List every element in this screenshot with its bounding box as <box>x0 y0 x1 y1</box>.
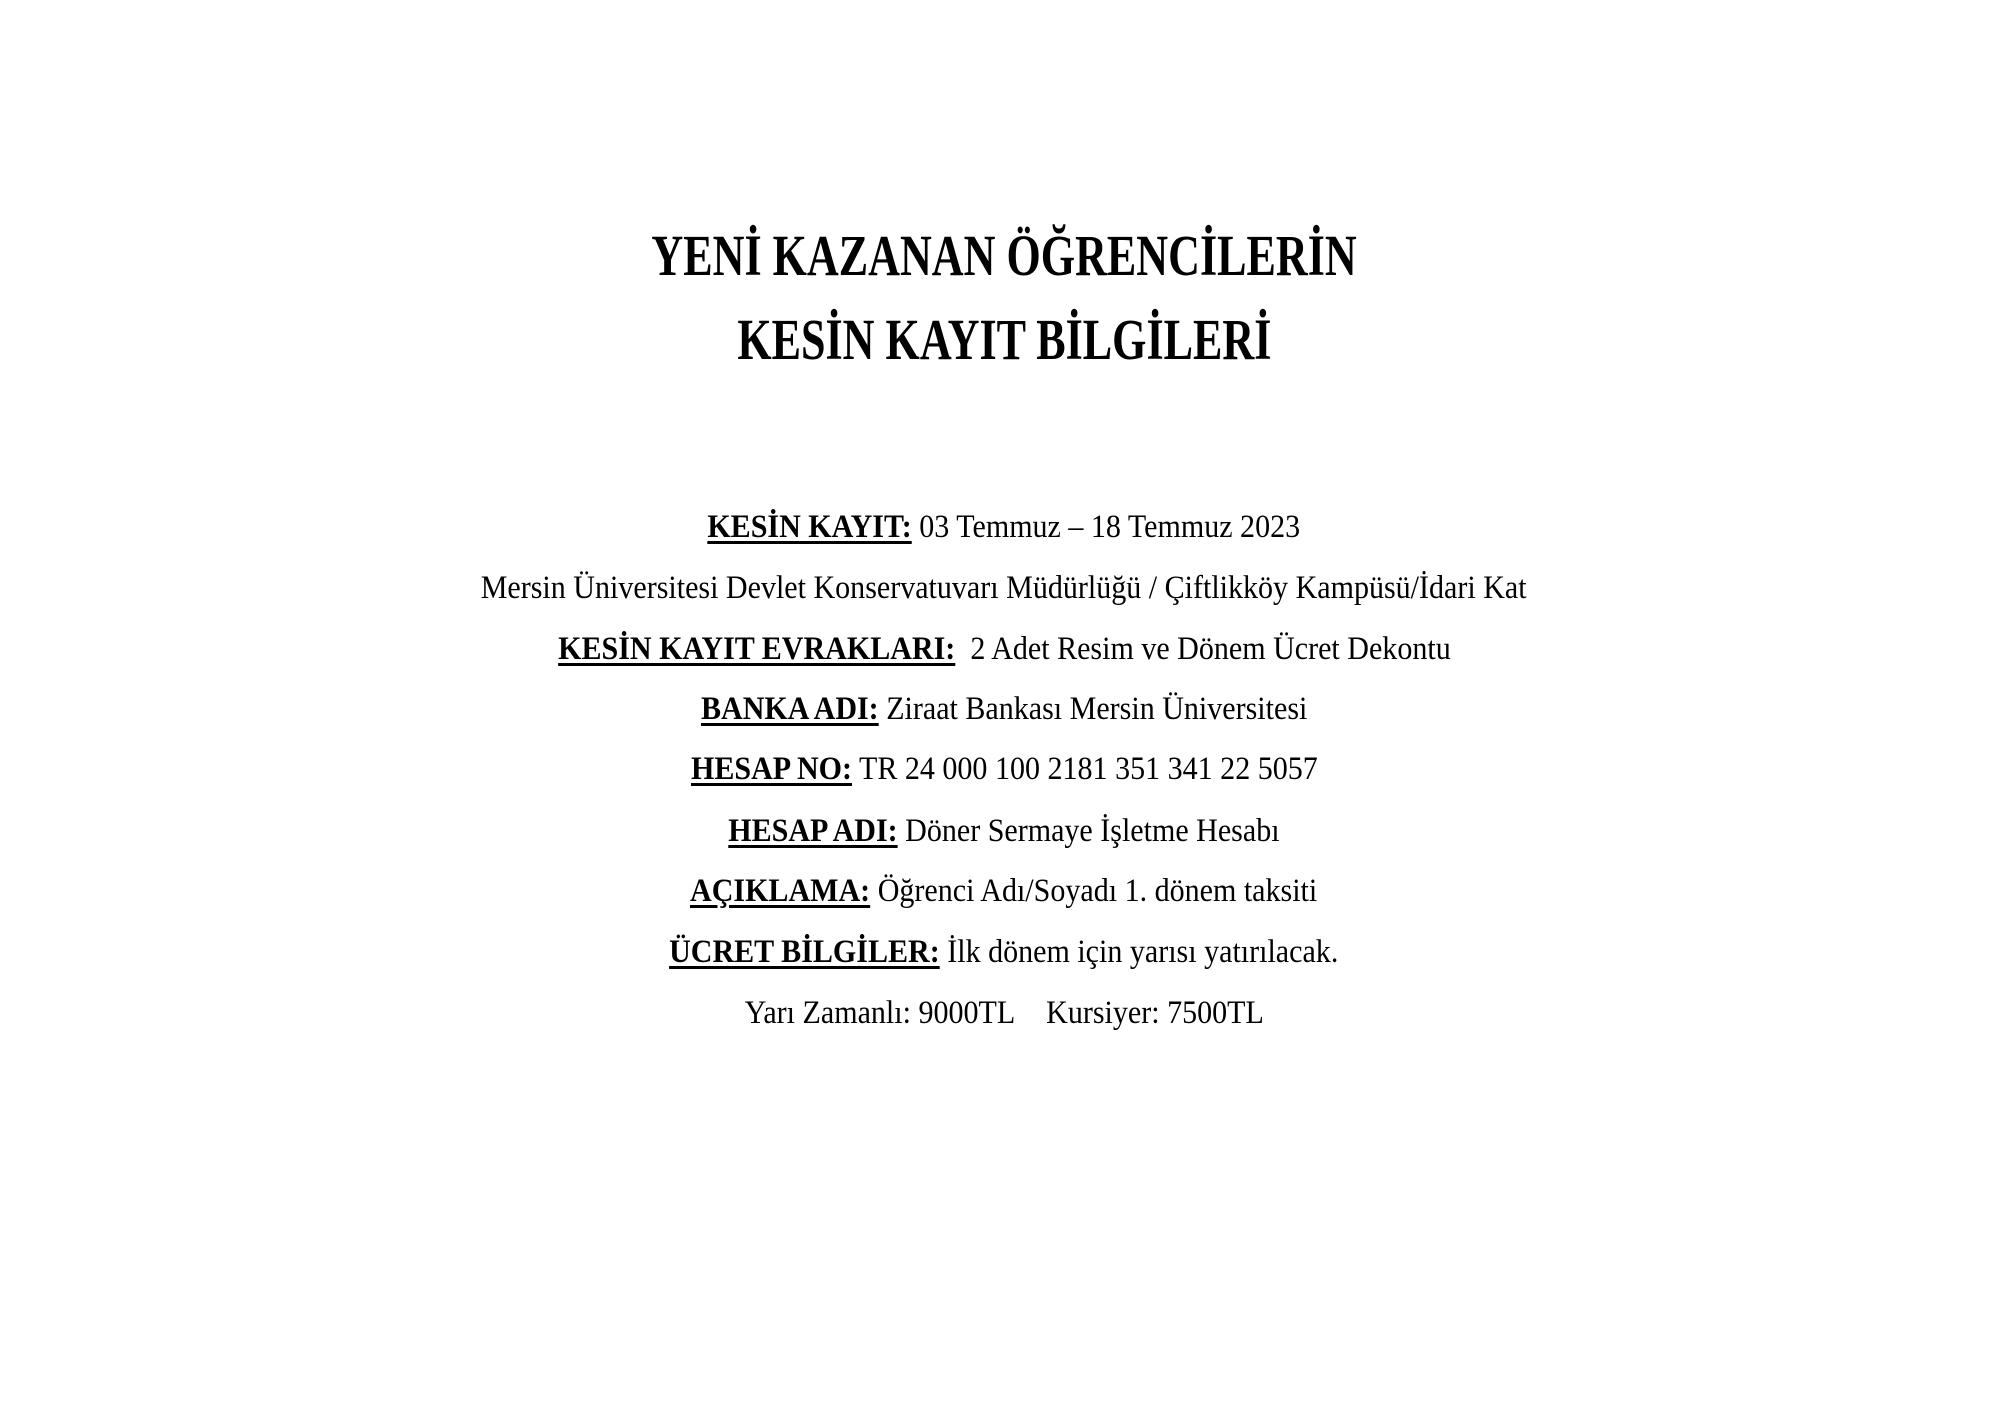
trainee-fee: Kursiyer: 7500TL <box>1045 995 1264 1031</box>
account-number <box>0 749 2000 789</box>
field-value: TR 24 000 100 2181 351 341 22 5057 <box>851 751 1318 787</box>
field-label: BANKA ADI: <box>700 691 879 727</box>
account-name <box>0 811 2000 851</box>
field-value: Ziraat Bankası Mersin Üniversitesi <box>878 691 1308 727</box>
field-label: ÜCRET BİLGİLER: <box>669 934 941 970</box>
title-text: YENİ KAZANAN ÖĞRENCİLERİN <box>651 223 1357 288</box>
field-value: Öğrenci Adı/Soyadı 1. dönem taksiti <box>870 873 1318 909</box>
title-line-2 <box>0 305 2000 375</box>
payment-description <box>0 871 2000 911</box>
field-value: 2 Adet Resim ve Dönem Ücret Dekontu <box>954 631 1451 667</box>
field-label: HESAP NO: <box>690 751 852 787</box>
registration-documents <box>0 629 2000 669</box>
field-value: 03 Temmuz – 18 Temmuz 2023 <box>912 509 1301 545</box>
registration-dates <box>0 507 2000 547</box>
title-line-1 <box>0 221 2000 291</box>
field-label: KESİN KAYIT EVRAKLARI: <box>557 631 955 667</box>
part-time-fee: Yarı Zamanlı: 9000TL <box>744 995 1015 1031</box>
field-label: HESAP ADI: <box>728 813 898 849</box>
fee-info <box>0 932 2000 972</box>
field-value: Döner Sermaye İşletme Hesabı <box>897 813 1280 849</box>
title-text: KESİN KAYIT BİLGİLERİ <box>736 307 1272 372</box>
field-value: Mersin Üniversitesi Devlet Konservatuvarı Müdürlüğü / Çiftlikköy Kampüsü/İdari Kat <box>481 570 1527 606</box>
registration-location <box>0 568 2000 608</box>
field-label: AÇIKLAMA: <box>690 873 871 909</box>
bank-name <box>0 689 2000 729</box>
field-label: KESİN KAYIT: <box>707 509 913 545</box>
field-value: İlk dönem için yarısı yatırılacak. <box>940 934 1339 970</box>
fee-amounts <box>0 993 2000 1033</box>
